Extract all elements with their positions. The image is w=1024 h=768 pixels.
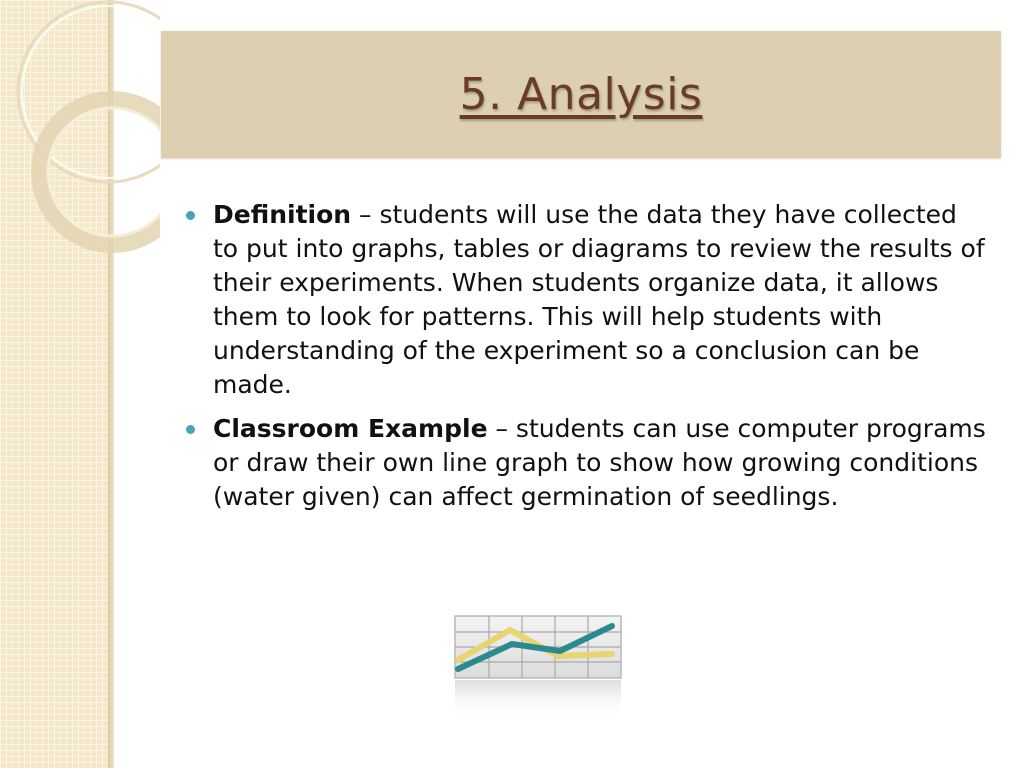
bullet-term: Definition: [213, 200, 352, 229]
bullet-item-definition: [186, 198, 986, 402]
line-chart-icon: [452, 614, 624, 724]
bullet-dot-icon: [186, 425, 195, 434]
bullet-term: Classroom Example: [213, 414, 488, 443]
bullet-text: – students can use computer programs or draw their own line graph to show how growing conditions (water given) can affect germination of seedlings.: [213, 414, 986, 511]
bullet-text: – students will use the data they have collected to put into graphs, tables or diagrams to review the results of their experiments. When students organize data, it allows them to look for patterns. This will help students with understanding of the experiment so a conclusion can be made.: [213, 200, 985, 399]
title-band: [161, 31, 1001, 158]
bullet-dot-icon: [186, 211, 195, 220]
slide-title: 5. Analysis: [459, 69, 703, 120]
decorative-circles-icon: [0, 0, 160, 260]
bullet-item-classroom-example: [186, 412, 986, 514]
bullet-list: [186, 198, 986, 524]
